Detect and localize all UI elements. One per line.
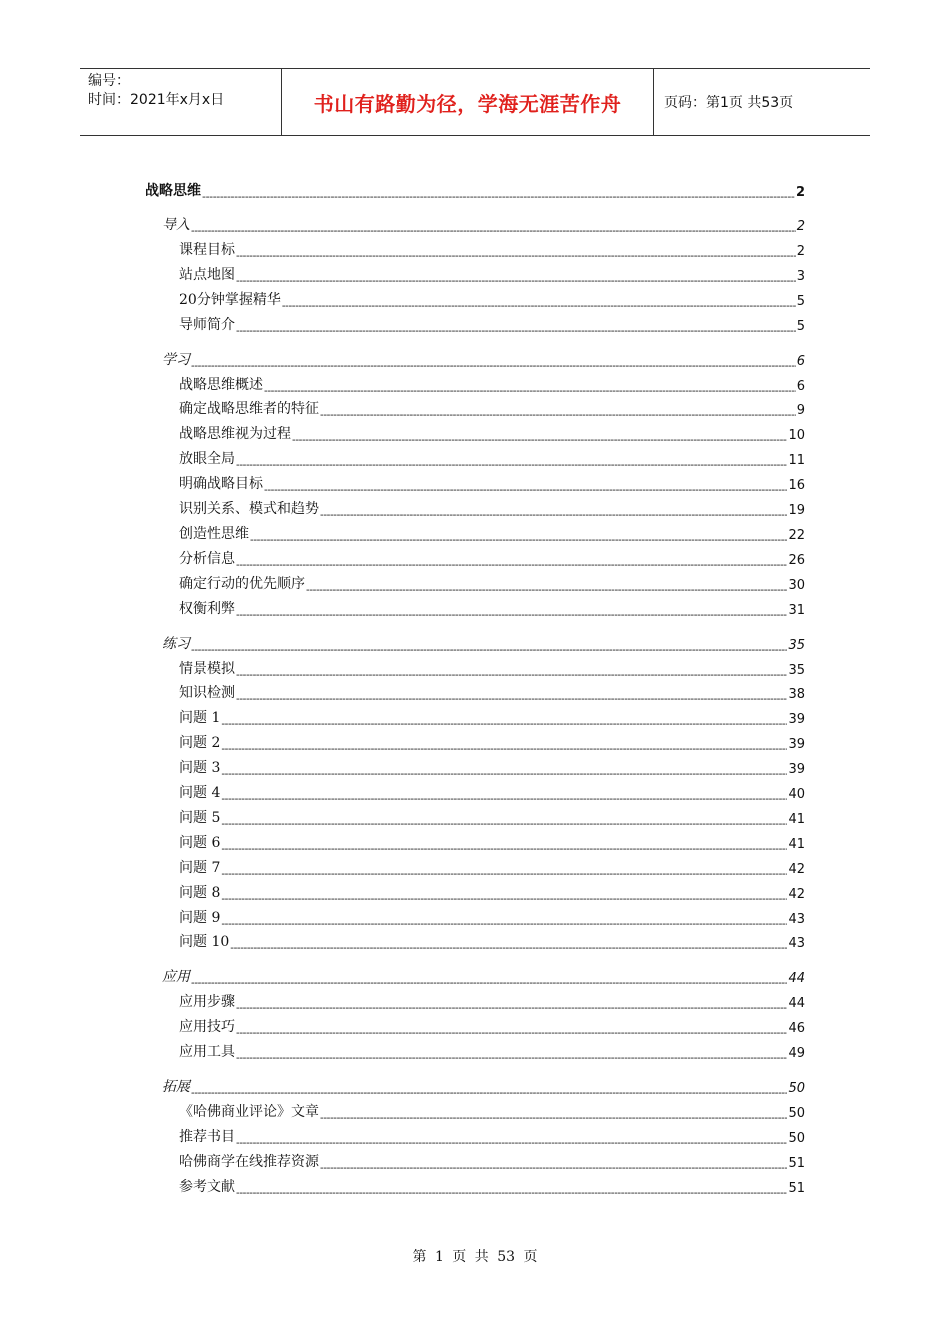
toc-entry[interactable] (179, 682, 805, 702)
toc-leader-dashes (202, 186, 795, 200)
toc-entry[interactable] (179, 757, 805, 777)
toc-entry-page: 16 (788, 478, 805, 494)
toc-leader-dashes (191, 972, 787, 986)
toc-leader-dashes (320, 1107, 787, 1121)
toc-entry-page: 43 (788, 936, 805, 952)
toc-leader-dashes (236, 688, 787, 702)
toc-entry[interactable] (179, 1041, 805, 1061)
toc-leader-dashes (236, 1022, 787, 1036)
toc-entry-title: 问题 3 (179, 760, 221, 777)
header-meta (80, 69, 282, 135)
header-page-info: 页码：第1页 共53页 (664, 95, 794, 111)
toc-entry-page: 39 (788, 737, 805, 753)
toc-leader-dashes (292, 429, 787, 443)
toc-entry[interactable] (179, 991, 805, 1011)
toc-entry[interactable] (179, 314, 805, 334)
toc-entry-title: 问题 4 (179, 785, 221, 801)
toc-entry-page: 2 (796, 219, 805, 234)
toc-entry-page: 19 (788, 503, 805, 518)
toc-section-entry[interactable] (162, 349, 805, 369)
toc-entry-page: 43 (788, 911, 805, 927)
toc-section-entry[interactable] (162, 214, 805, 234)
toc-entry-page: 39 (788, 712, 805, 728)
toc-entry-page: 22 (788, 527, 805, 543)
toc-leader-dashes (264, 479, 787, 493)
toc-entry-title: 拓展 (162, 1079, 190, 1096)
toc-leader-dashes (221, 863, 787, 877)
toc-entry-page: 31 (788, 602, 805, 618)
toc-entry-page: 9 (796, 403, 805, 419)
toc-entry[interactable] (179, 423, 805, 443)
toc-leader-dashes (236, 604, 787, 618)
header-motto: 书山有路勤为径，学海无涯苦作舟 (282, 69, 654, 135)
toc-entry-title: 战略思维概述 (179, 376, 263, 393)
toc-entry-page: 35 (788, 637, 805, 653)
toc-entry[interactable] (179, 289, 805, 309)
toc-entry[interactable] (179, 707, 805, 727)
toc-section-entry[interactable] (162, 633, 805, 653)
toc-entry[interactable] (179, 1151, 805, 1171)
toc-entry[interactable] (179, 448, 805, 468)
toc-entry[interactable] (179, 857, 805, 877)
toc-entry-page: 49 (788, 1046, 805, 1062)
toc-entry[interactable] (179, 931, 805, 951)
toc-entry-title: 放眼全局 (179, 451, 235, 468)
toc-entry-title: 学习 (162, 351, 190, 368)
toc-entry-page: 50 (788, 1081, 805, 1097)
toc-entry-title: 应用工具 (179, 1044, 235, 1061)
toc-entry-title: 导师简介 (179, 316, 235, 333)
toc-entry[interactable] (179, 807, 805, 827)
toc-leader-dashes (250, 529, 787, 543)
toc-leader-dashes (191, 355, 796, 369)
toc-leader-dashes (236, 245, 796, 259)
toc-entry-title: 问题 9 (179, 909, 221, 926)
toc-entry-title: 问题 6 (179, 834, 221, 851)
toc-entry-title: 站点地图 (179, 266, 235, 283)
toc-entry-page: 41 (788, 811, 805, 827)
toc-entry-title: 问题 2 (179, 735, 221, 752)
toc-leader-dashes (320, 404, 796, 418)
toc-title-entry[interactable] (145, 180, 805, 200)
toc-entry-title: 创造性思维 (179, 525, 249, 542)
toc-entry-page: 5 (796, 318, 805, 334)
toc-leader-dashes (282, 295, 796, 309)
toc-entry-title: 战略思维视为过程 (179, 426, 291, 443)
toc-entry-title: 《哈佛商业评论》文章 (179, 1104, 319, 1120)
page-header (80, 68, 870, 136)
toc-leader-dashes (221, 838, 787, 852)
toc-entry-page: 2 (795, 185, 805, 200)
toc-entry-title: 20分钟掌握精华 (179, 291, 281, 308)
toc-entry[interactable] (179, 473, 805, 493)
toc-entry-title: 练习 (162, 635, 190, 652)
toc-leader-dashes (320, 1157, 787, 1171)
toc-entry-title: 问题 5 (179, 809, 221, 826)
toc-section-entry[interactable] (162, 966, 805, 986)
toc-entry-page: 44 (788, 996, 805, 1012)
toc-entry-page: 3 (796, 268, 805, 284)
toc-leader-dashes (236, 1182, 787, 1196)
toc-leader-dashes (221, 763, 787, 777)
toc-entry-title: 应用 (162, 969, 190, 986)
toc-leader-dashes (221, 888, 787, 902)
toc-entry[interactable] (179, 782, 805, 802)
toc-section-entry[interactable] (162, 1076, 805, 1096)
toc-entry-title: 分析信息 (179, 550, 235, 567)
toc-leader-dashes (230, 937, 787, 951)
toc-leader-dashes (221, 713, 787, 727)
toc-entry[interactable] (179, 374, 805, 394)
toc-entry[interactable] (179, 548, 805, 568)
toc-entry-page: 41 (788, 836, 805, 852)
toc-entry[interactable] (179, 398, 805, 418)
toc-leader-dashes (306, 579, 787, 593)
toc-entry-page: 11 (788, 453, 805, 469)
toc-entry[interactable] (179, 1101, 805, 1121)
toc-leader-dashes (221, 788, 787, 802)
toc-leader-dashes (264, 380, 796, 394)
toc-entry[interactable] (179, 598, 805, 618)
toc-entry[interactable] (179, 1126, 805, 1146)
toc-entry-page: 35 (788, 662, 805, 678)
time-label: 时间：2021年x月x日 (88, 92, 225, 108)
toc-entry-title: 哈佛商学在线推荐资源 (179, 1153, 319, 1170)
toc-entry-page: 46 (788, 1021, 805, 1037)
toc-entry[interactable] (179, 264, 805, 284)
toc-entry-title: 推荐书目 (179, 1128, 235, 1145)
toc-entry-title: 权衡利弊 (179, 600, 235, 617)
toc-leader-dashes (236, 554, 787, 568)
toc-entry-title: 明确战略目标 (179, 476, 263, 493)
toc-leader-dashes (191, 1082, 787, 1096)
toc-leader-dashes (221, 913, 787, 927)
toc-entry-page: 42 (788, 886, 805, 902)
toc-entry[interactable] (179, 732, 805, 752)
toc-leader-dashes (236, 320, 796, 334)
toc-entry[interactable] (179, 1016, 805, 1036)
toc-leader-dashes (236, 1132, 787, 1146)
page-footer: 第 1 页 共 53 页 (412, 1249, 538, 1265)
toc-entry-page: 26 (788, 552, 805, 568)
toc-entry-page: 2 (796, 243, 805, 259)
toc-entry-title: 问题 10 (179, 934, 230, 951)
toc-entry-page: 10 (788, 428, 805, 444)
toc-entry-title: 问题 7 (179, 859, 221, 876)
toc-leader-dashes (236, 997, 787, 1011)
toc-entry-page: 6 (796, 353, 805, 369)
toc-entry-title: 知识检测 (179, 685, 235, 702)
toc-entry-page: 50 (788, 1106, 805, 1121)
toc-entry-title: 情景模拟 (179, 660, 235, 677)
toc-entry-title: 课程目标 (179, 241, 235, 258)
toc-entry-page: 44 (788, 971, 805, 987)
toc-leader-dashes (191, 220, 796, 234)
toc-entry[interactable] (179, 498, 805, 518)
toc-entry-title: 问题 8 (179, 884, 221, 901)
toc-entry-page: 51 (788, 1180, 805, 1196)
toc-entry-title: 应用技巧 (179, 1019, 235, 1036)
toc-entry-title: 参考文献 (179, 1178, 235, 1195)
toc-entry-page: 51 (788, 1155, 805, 1171)
toc-entry-title: 导入 (162, 217, 190, 233)
toc-leader-dashes (191, 639, 787, 653)
toc-entry-page: 38 (788, 687, 805, 703)
toc-leader-dashes (236, 1047, 787, 1061)
toc-leader-dashes (221, 813, 787, 827)
toc-leader-dashes (236, 270, 796, 284)
toc-entry-title: 确定行动的优先顺序 (179, 575, 305, 592)
toc-entry-title: 确定战略思维者的特征 (179, 401, 319, 418)
toc-entry-page: 40 (788, 787, 805, 802)
toc-entry[interactable] (179, 658, 805, 678)
toc-entry-page: 42 (788, 861, 805, 877)
toc-leader-dashes (221, 738, 787, 752)
toc-entry[interactable] (179, 907, 805, 927)
toc-entry[interactable] (179, 239, 805, 259)
toc-entry[interactable] (179, 523, 805, 543)
toc-entry-page: 50 (788, 1130, 805, 1146)
toc-entry-title: 战略思维 (145, 183, 201, 199)
toc-entry-title: 应用步骤 (179, 994, 235, 1011)
number-label: 编号： (88, 73, 130, 89)
toc-entry[interactable] (179, 1176, 805, 1196)
toc-entry-page: 39 (788, 762, 805, 778)
toc-entry-page: 30 (788, 577, 805, 593)
toc-entry-page: 6 (796, 378, 805, 394)
toc-entry-page: 5 (796, 293, 805, 309)
toc-leader-dashes (236, 664, 787, 678)
toc-entry-title: 问题 1 (179, 710, 221, 727)
toc-leader-dashes (320, 504, 787, 518)
toc-leader-dashes (236, 454, 787, 468)
toc-entry[interactable] (179, 573, 805, 593)
toc-entry-title: 识别关系、模式和趋势 (179, 501, 319, 517)
toc-entry[interactable] (179, 832, 805, 852)
toc-entry[interactable] (179, 882, 805, 902)
